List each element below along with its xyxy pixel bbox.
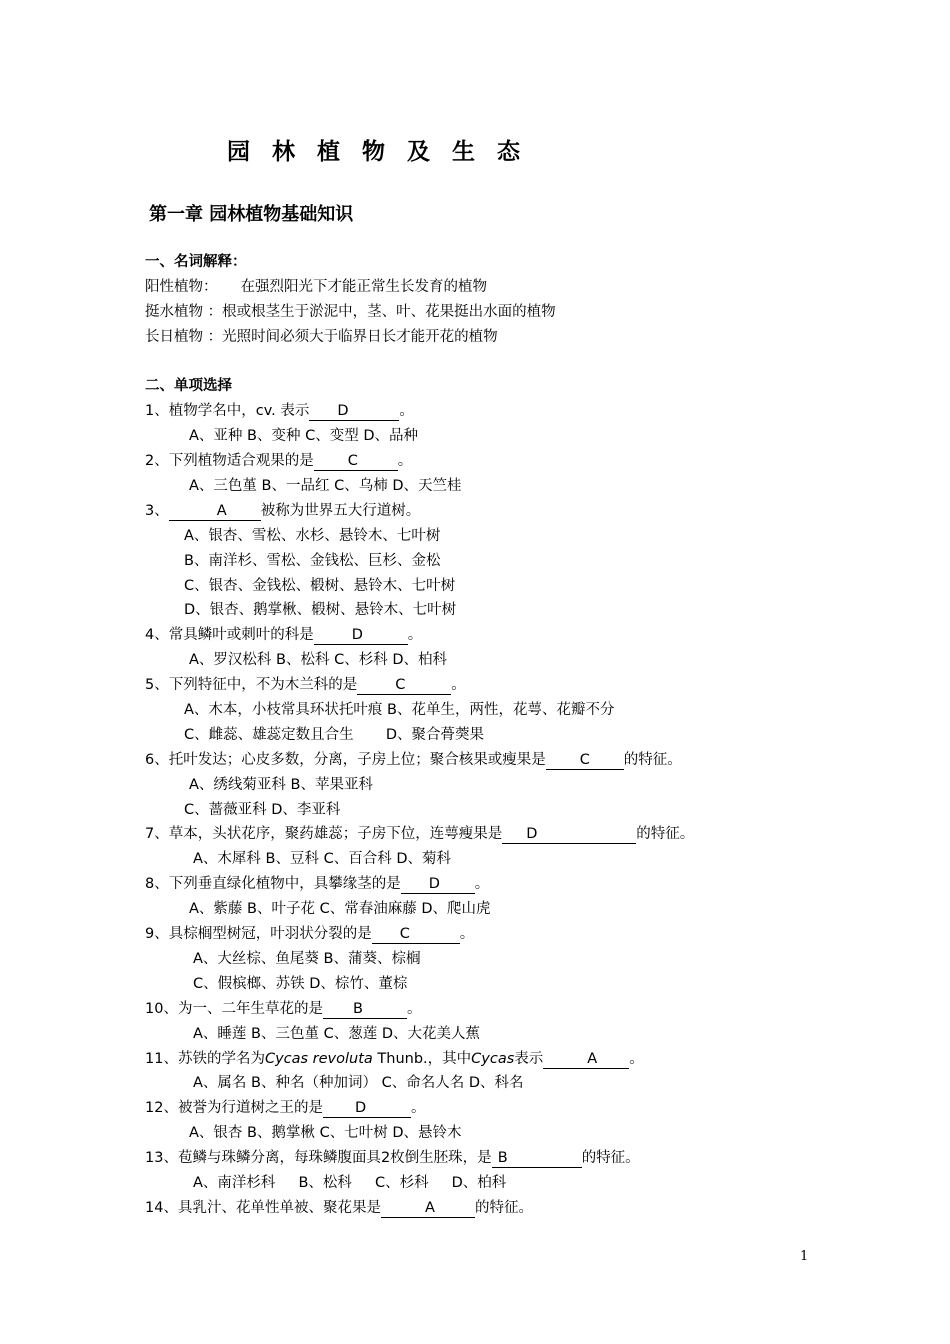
question-stem [145,922,845,947]
term-name: 挺水植物 ： [145,303,223,320]
question-stem [145,748,845,773]
question-text: 9、具棕榈型树冠，叶羽状分裂的是 [145,926,372,943]
question-options: A、属名 B、种名（种加词） C、命名人名 D、科名 [193,1075,524,1092]
question-stem [145,1096,845,1121]
term-row [145,275,845,300]
answer-value: A [587,1050,598,1067]
chapter-heading: 第一章 园林植物基础知识 [149,204,354,225]
question-text: 7、草本，头状花序，聚药雄蕊；子房下位，连萼瘦果是 [145,826,503,843]
question-suffix: 。 [397,453,413,470]
document-body [145,250,845,1221]
question-suffix: 。 [407,627,423,644]
question-stem [145,499,845,524]
question-text: 表示 [514,1050,544,1067]
answer-blank [401,875,475,894]
answer-blank [314,626,408,645]
genus-name: Cycas [471,1050,515,1067]
question-stem [145,1146,845,1171]
question-suffix: 。 [410,1100,426,1117]
question-text: 3、 [145,502,169,519]
question-option: A、木本，小枝常具环状托叶痕 B、花单生，两性，花萼、花瓣不分 [184,702,615,719]
answer-blank [543,1050,629,1069]
answer-value: D [354,1100,367,1117]
term-definition: 光照时间必须大于临界日长才能开花的植物 [222,328,498,345]
question-stem [145,449,845,474]
question-text: 11、苏铁的学名为 [145,1050,265,1067]
question-text: 13、苞鳞与珠鳞分离，每珠鳞腹面具2枚倒生胚珠，是 [145,1150,492,1167]
question-stem [145,1196,845,1221]
answer-value: C [399,926,410,943]
answer-value: B [352,1000,363,1017]
spacer [145,350,845,375]
question-options: A、紫藤 B、叶子花 C、常春油麻藤 D、爬山虎 [189,901,491,918]
answer-value: A [216,502,227,519]
question-option: D、银杏、鹅掌楸、椴树、悬铃木、七叶树 [184,602,457,619]
answer-blank [314,452,398,471]
term-row [145,300,845,325]
scientific-name: Cycas revoluta [264,1050,373,1067]
term-row [145,325,845,350]
question-suffix: 。 [406,1000,422,1017]
section-heading-glossary: 一、名词解释： [145,254,247,270]
question-stem [145,997,845,1022]
question-option: C、假槟榔、苏铁 D、棕竹、董棕 [193,975,408,992]
question-options: A、三色堇 B、一品红 C、乌柿 D、天竺桂 [189,478,462,495]
question-option: C、银杏、金钱松、椴树、悬铃木、七叶树 [184,577,456,594]
question-text: 2、下列植物适合观果的是 [145,453,314,470]
question-options: A、罗汉松科 B、松科 C、杉科 D、柏科 [189,652,447,669]
question-text: 8、下列垂直绿化植物中，具攀缘茎的是 [145,876,401,893]
answer-blank [357,676,451,695]
question-suffix: 。 [459,926,475,943]
question-suffix: 。 [629,1050,644,1067]
answer-value: D [428,876,440,893]
question-text: Thunb.，其中 [372,1050,472,1067]
question-stem [145,399,845,424]
question-suffix: 的特征。 [581,1150,640,1167]
question-stem [145,872,845,897]
answer-value: C [579,751,590,768]
question-stem [145,1047,845,1072]
question-text: 12、被誉为行道树之王的是 [145,1100,323,1117]
page-number: 1 [800,1249,809,1264]
question-text: 6、托叶发达；心皮多数，分离，子房上位；聚合核果或瘦果是 [145,751,546,768]
question-suffix: 的特征。 [623,751,682,768]
question-option: A、银杏、雪松、水杉、悬铃木、七叶树 [184,527,441,544]
answer-blank [372,925,460,944]
question-suffix: 的特征。 [474,1199,533,1216]
question-options: A、银杏 B、鹅掌楸 C、七叶树 D、悬铃木 [189,1125,462,1142]
answer-value: D [351,627,363,644]
answer-blank [309,402,399,421]
question-text: 1、植物学名中，cv. 表示 [145,403,310,420]
question-text: 14、具乳汁、花单性单被、聚花果是 [145,1199,381,1216]
answer-blank [323,1000,407,1019]
question-stem [145,673,845,698]
question-option: B、南洋杉、雪松、金钱松、巨杉、金松 [184,552,441,569]
question-option: C、雌蕊、雄蕊定数且合生 D、聚合蓇葖果 [184,726,485,743]
answer-value: C [395,677,406,694]
question-suffix: 被称为世界五大行道树。 [260,502,421,519]
question-suffix: 的特征。 [636,826,695,843]
question-suffix: 。 [474,876,490,893]
question-text: 5、下列特征中，不为木兰科的是 [145,677,358,694]
question-text: 4、常具鳞叶或刺叶的科是 [145,627,314,644]
question-suffix: 。 [451,677,466,694]
question-options: A、木犀科 B、豆科 C、百合科 D、菊科 [193,851,451,868]
document-title: 园 林 植 物 及 生 态 [227,139,528,165]
question-option: A、绣线菊亚科 B、苹果亚科 [189,776,373,793]
answer-blank [492,1149,582,1168]
answer-value: B [497,1150,508,1167]
question-stem [145,822,845,847]
question-text: 10、为一、二年生草花的是 [145,1000,323,1017]
question-stem [145,623,845,648]
answer-value: D [337,403,349,420]
term-name: 阳性植物： [145,278,218,295]
term-name: 长日植物 ： [145,328,223,345]
answer-blank [502,825,636,844]
answer-blank [546,751,624,770]
term-definition: 根或根茎生于淤泥中，茎、叶、花果挺出水面的植物 [222,303,556,320]
answer-value: A [424,1199,435,1216]
term-definition: 在强烈阳光下才能正常生长发育的植物 [217,278,488,295]
answer-value: C [347,453,358,470]
answer-blank [169,502,261,521]
question-suffix: 。 [399,403,414,420]
question-options: A、亚种 B、变种 C、变型 D、品种 [189,428,418,445]
question-option: A、大丝棕、鱼尾葵 B、蒲葵、棕榈 [193,950,421,967]
question-options: A、南洋杉科 B、松科 C、杉科 D、柏科 [193,1174,507,1191]
question-options: A、睡莲 B、三色堇 C、葱莲 D、大花美人蕉 [193,1025,480,1042]
question-option: C、蔷薇亚科 D、李亚科 [184,801,341,818]
answer-blank [381,1199,475,1218]
section-heading-single-choice: 二、单项选择 [145,378,232,395]
answer-blank [323,1099,411,1118]
answer-value: D [526,826,538,843]
